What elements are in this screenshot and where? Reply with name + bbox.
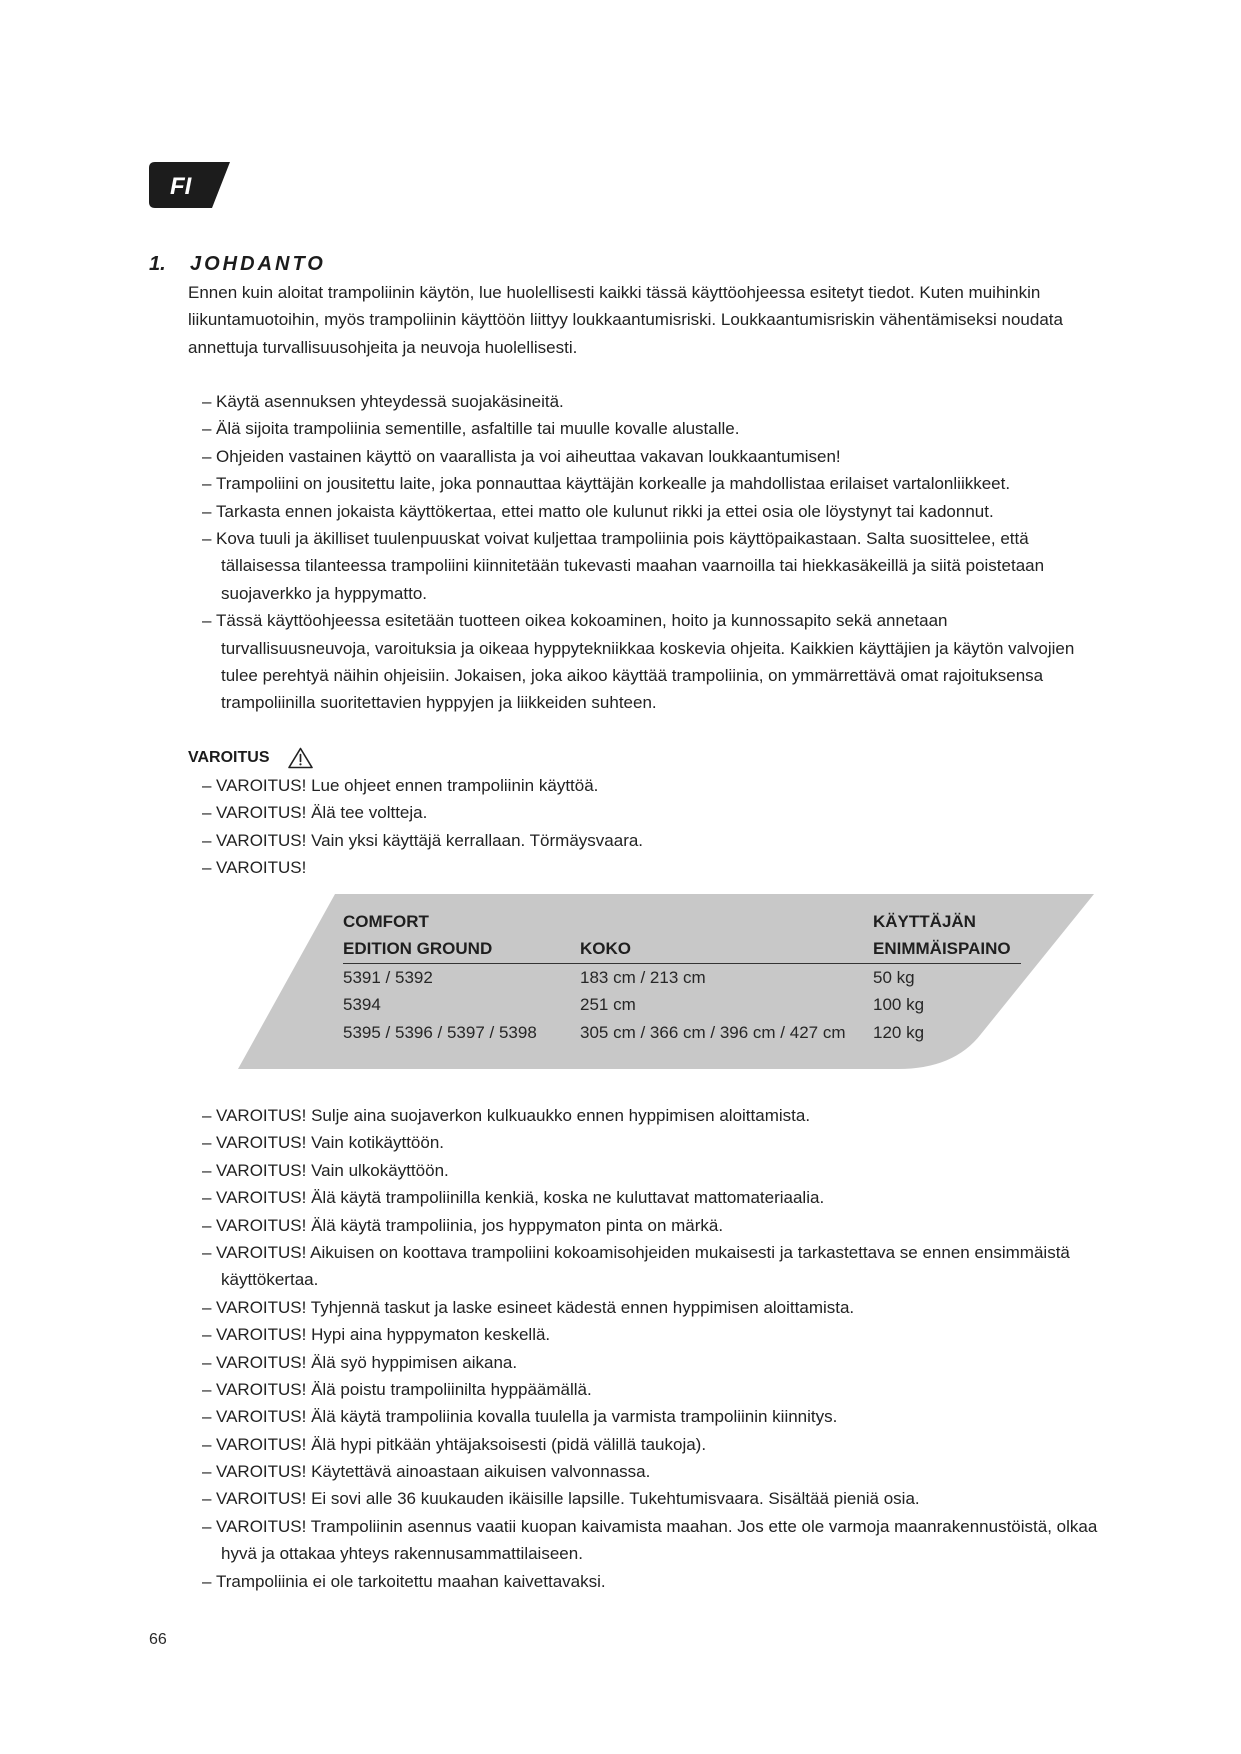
bullet-dash: –: [202, 528, 212, 548]
table-row: [343, 1019, 1021, 1046]
warning-item: [202, 1102, 1097, 1129]
bullet-dash: –: [202, 1516, 212, 1536]
cell-max-weight: 120 kg: [873, 1022, 925, 1042]
safety-point-text: Tässä käyttöohjeessa esitetään tuotteen oikea kokoaminen, hoito ja kunnossapito sekä annetaan: [216, 611, 948, 631]
warning-item: [202, 1157, 1097, 1184]
header-model: EDITION GROUND: [343, 935, 580, 963]
table-header-row: [343, 935, 1021, 963]
intro-line: Ennen kuin aloitat trampoliinin käytön, lue huolellisesti kaikki tässä käyttöohjeessa esitetyt tiedot. Kuten muihinkin: [188, 283, 1041, 302]
cell-size: 305 cm / 366 cm / 396 cm / 427 cm: [580, 1022, 846, 1042]
bullet-dash: –: [202, 1379, 212, 1399]
section-title: JOHDANTO: [190, 253, 326, 275]
safety-point-text: tulee perehtyä näihin ohjeisiin. Jokaisen, joka aikoo käyttää trampoliinia, on ymmärrettävä omat rajoituksensa: [221, 665, 1044, 685]
warning-text: VAROITUS! Tyhjennä taskut ja laske esineet kädestä ennen hyppimisen aloittamista.: [216, 1297, 855, 1317]
warning-text: VAROITUS! Ei sovi alle 36 kuukauden ikäisille lapsille. Tukehtumisvaara. Sisältää pieniä osia.: [216, 1489, 920, 1509]
safety-point: [202, 607, 1074, 717]
safety-point-text: suojaverkko ja hyppymatto.: [221, 583, 427, 603]
warning-item: [202, 1568, 1097, 1595]
safety-point: [202, 443, 1074, 470]
warning-text: käyttökertaa.: [221, 1270, 319, 1290]
bullet-dash: –: [202, 1297, 212, 1317]
warning-text: VAROITUS! Hypi aina hyppymaton keskellä.: [216, 1325, 551, 1345]
section-number: 1.: [149, 253, 166, 275]
cell-model: 5395 / 5396 / 5397 / 5398: [343, 1022, 537, 1042]
safety-point-text: Tarkasta ennen jokaista käyttökertaa, ettei matto ole kulunut rikki ja ettei osia ole löystynyt tai kadonnut.: [216, 501, 994, 521]
bullet-dash: –: [202, 611, 212, 631]
header-size-spacer: [580, 908, 873, 935]
bullet-dash: –: [202, 1215, 212, 1235]
table-row: [343, 991, 1021, 1018]
page-number: 66: [149, 1631, 167, 1648]
header-size: KOKO: [580, 935, 873, 963]
cell-max-weight: 50 kg: [873, 967, 915, 987]
warning-text: hyvä ja ottakaa yhteys rakennusammattilaiseen.: [221, 1544, 583, 1564]
warning-heading: [188, 744, 328, 771]
bullet-dash: –: [202, 1352, 212, 1372]
warning-list: [202, 772, 643, 882]
bullet-dash: –: [202, 1434, 212, 1454]
warning-text: VAROITUS!: [216, 858, 307, 878]
warning-text: VAROITUS! Älä poistu trampoliinilta hyppäämällä.: [216, 1379, 592, 1399]
bullet-dash: –: [202, 1462, 212, 1482]
cell-size: 183 cm / 213 cm: [580, 967, 706, 987]
safety-point-text: Kova tuuli ja äkilliset tuulenpuuskat voivat kuljettaa trampoliinia pois käyttöpaikastaan. Salta suosittelee, että: [216, 528, 1029, 548]
intro-paragraph: [188, 279, 1063, 361]
warning-text: VAROITUS! Vain ulkokäyttöön.: [216, 1160, 449, 1180]
warning-text: Trampoliinia ei ole tarkoitettu maahan kaivettavaksi.: [216, 1571, 606, 1591]
language-tab: [149, 162, 231, 208]
language-tab-label: FI: [170, 173, 192, 200]
warning-list-secondary: [202, 1102, 1097, 1595]
safety-point: [202, 388, 1074, 415]
safety-point-text: Trampoliini on jousitettu laite, joka ponnauttaa käyttäjän korkealle ja mahdollistaa erilaiset vartalonliikkeet.: [216, 474, 1011, 494]
warning-text: VAROITUS! Älä käytä trampoliinia kovalla tuulella ja varmista trampoliinin kiinnitys.: [216, 1407, 838, 1427]
safety-points-list: [202, 388, 1074, 717]
warning-heading-label: VAROITUS: [188, 749, 270, 766]
bullet-dash: –: [202, 474, 212, 494]
bullet-dash: –: [202, 1242, 212, 1262]
bullet-dash: –: [202, 858, 212, 878]
warning-item: [202, 1376, 1097, 1403]
warning-item: [202, 1184, 1097, 1211]
warning-item: [202, 854, 643, 881]
bullet-dash: –: [202, 1106, 212, 1125]
safety-point: [202, 498, 1074, 525]
bullet-dash: –: [202, 501, 212, 521]
warning-item: [202, 827, 643, 854]
warning-item: [202, 1513, 1097, 1568]
table-row: [343, 963, 1021, 991]
warning-text: VAROITUS! Älä hypi pitkään yhtäjaksoisesti (pidä välillä taukoja).: [216, 1434, 707, 1454]
warning-text: VAROITUS! Vain yksi käyttäjä kerrallaan. Törmäysvaara.: [216, 830, 644, 850]
safety-point-text: tällaisessa tilanteessa trampoliini kiinnitetään tukevasti maahan vaarnoilla tai hiekkasäkeillä ja siitä poistetaan: [221, 556, 1045, 576]
warning-text: VAROITUS! Sulje aina suojaverkon kulkuaukko ennen hyppimisen aloittamista.: [216, 1106, 811, 1125]
warning-text: VAROITUS! Älä käytä trampoliinilla kenkiä, koska ne kuluttavat mattomateriaalia.: [216, 1188, 825, 1208]
warning-item: [202, 1294, 1097, 1321]
bullet-dash: –: [202, 392, 212, 411]
warning-item: [202, 1403, 1097, 1430]
cell-model: 5391 / 5392: [343, 967, 433, 987]
warning-text: VAROITUS! Aikuisen on koottava trampoliini kokoamisohjeiden mukaisesti ja tarkastettava se ennen ensimmäistä: [216, 1242, 1070, 1262]
warning-text: VAROITUS! Älä syö hyppimisen aikana.: [216, 1352, 518, 1372]
safety-point: [202, 525, 1074, 607]
bullet-dash: –: [202, 1407, 212, 1427]
bullet-dash: –: [202, 1325, 212, 1345]
warning-item: [202, 1321, 1097, 1348]
cell-size: 251 cm: [580, 995, 636, 1015]
safety-point-text: Ohjeiden vastainen käyttö on vaarallista ja voi aiheuttaa vakavan loukkaantumisen!: [216, 446, 841, 466]
bullet-dash: –: [202, 1188, 212, 1208]
table-header-row: [343, 908, 1021, 935]
intro-line: annettuja turvallisuusohjeita ja neuvoja huolellisesti.: [188, 337, 578, 357]
warning-text: VAROITUS! Älä tee voltteja.: [216, 803, 428, 823]
safety-point-text: Älä sijoita trampoliinia sementille, asfaltille tai muulle kovalle alustalle.: [216, 419, 740, 439]
bullet-dash: –: [202, 1489, 212, 1509]
warning-item: [202, 1129, 1097, 1156]
warning-item: [202, 1485, 1097, 1512]
warning-item: [202, 1239, 1097, 1294]
safety-point: [202, 470, 1074, 497]
safety-point: [202, 415, 1074, 442]
header-max-weight: KÄYTTÄJÄN: [873, 912, 976, 931]
bullet-dash: –: [202, 419, 212, 439]
bullet-dash: –: [202, 803, 212, 823]
max-weight-table: [343, 908, 1021, 1046]
warning-triangle-icon: [288, 747, 313, 769]
intro-line: liikuntamuotoihin, myös trampoliinin käyttöön liittyy loukkaantumisriski. Loukkaantumisriskin vähentämiseksi noudata: [188, 310, 1063, 330]
bullet-dash: –: [202, 1133, 212, 1153]
warning-item: [202, 1212, 1097, 1239]
cell-max-weight: 100 kg: [873, 995, 925, 1015]
warning-item: [202, 1458, 1097, 1485]
warning-text: VAROITUS! Käytettävä ainoastaan aikuisen valvonnassa.: [216, 1462, 651, 1482]
bullet-dash: –: [202, 446, 212, 466]
safety-point-text: trampoliinilla suoritettavien hyppyjen ja liikkeiden suhteen.: [221, 693, 657, 713]
bullet-dash: –: [202, 776, 212, 795]
safety-point-text: Käytä asennuksen yhteydessä suojakäsineitä.: [216, 392, 564, 411]
header-model: COMFORT: [343, 912, 429, 931]
warning-text: VAROITUS! Vain kotikäyttöön.: [216, 1133, 445, 1153]
header-max-weight: ENIMMÄISPAINO: [873, 935, 1021, 963]
cell-model: 5394: [343, 995, 381, 1015]
warning-text: VAROITUS! Trampoliinin asennus vaatii kuopan kaivamista maahan. Jos ette ole varmoja maanrakennustöistä, olkaa: [216, 1516, 1098, 1536]
bullet-dash: –: [202, 1571, 212, 1591]
bullet-dash: –: [202, 1160, 212, 1180]
safety-point-text: turvallisuusneuvoja, varoituksia ja oikeaa hyppytekniikkaa koskevia ohjeita. Kaikkien käyttäjien ja käytön valvojien: [221, 638, 1075, 658]
warning-item: [202, 1349, 1097, 1376]
warning-item: [202, 1431, 1097, 1458]
bullet-dash: –: [202, 830, 212, 850]
warning-text: VAROITUS! Lue ohjeet ennen trampoliinin käyttöä.: [216, 776, 599, 795]
warning-text: VAROITUS! Älä käytä trampoliinia, jos hyppymaton pinta on märkä.: [216, 1215, 724, 1235]
warning-item: [202, 772, 643, 799]
warning-item: [202, 799, 643, 826]
